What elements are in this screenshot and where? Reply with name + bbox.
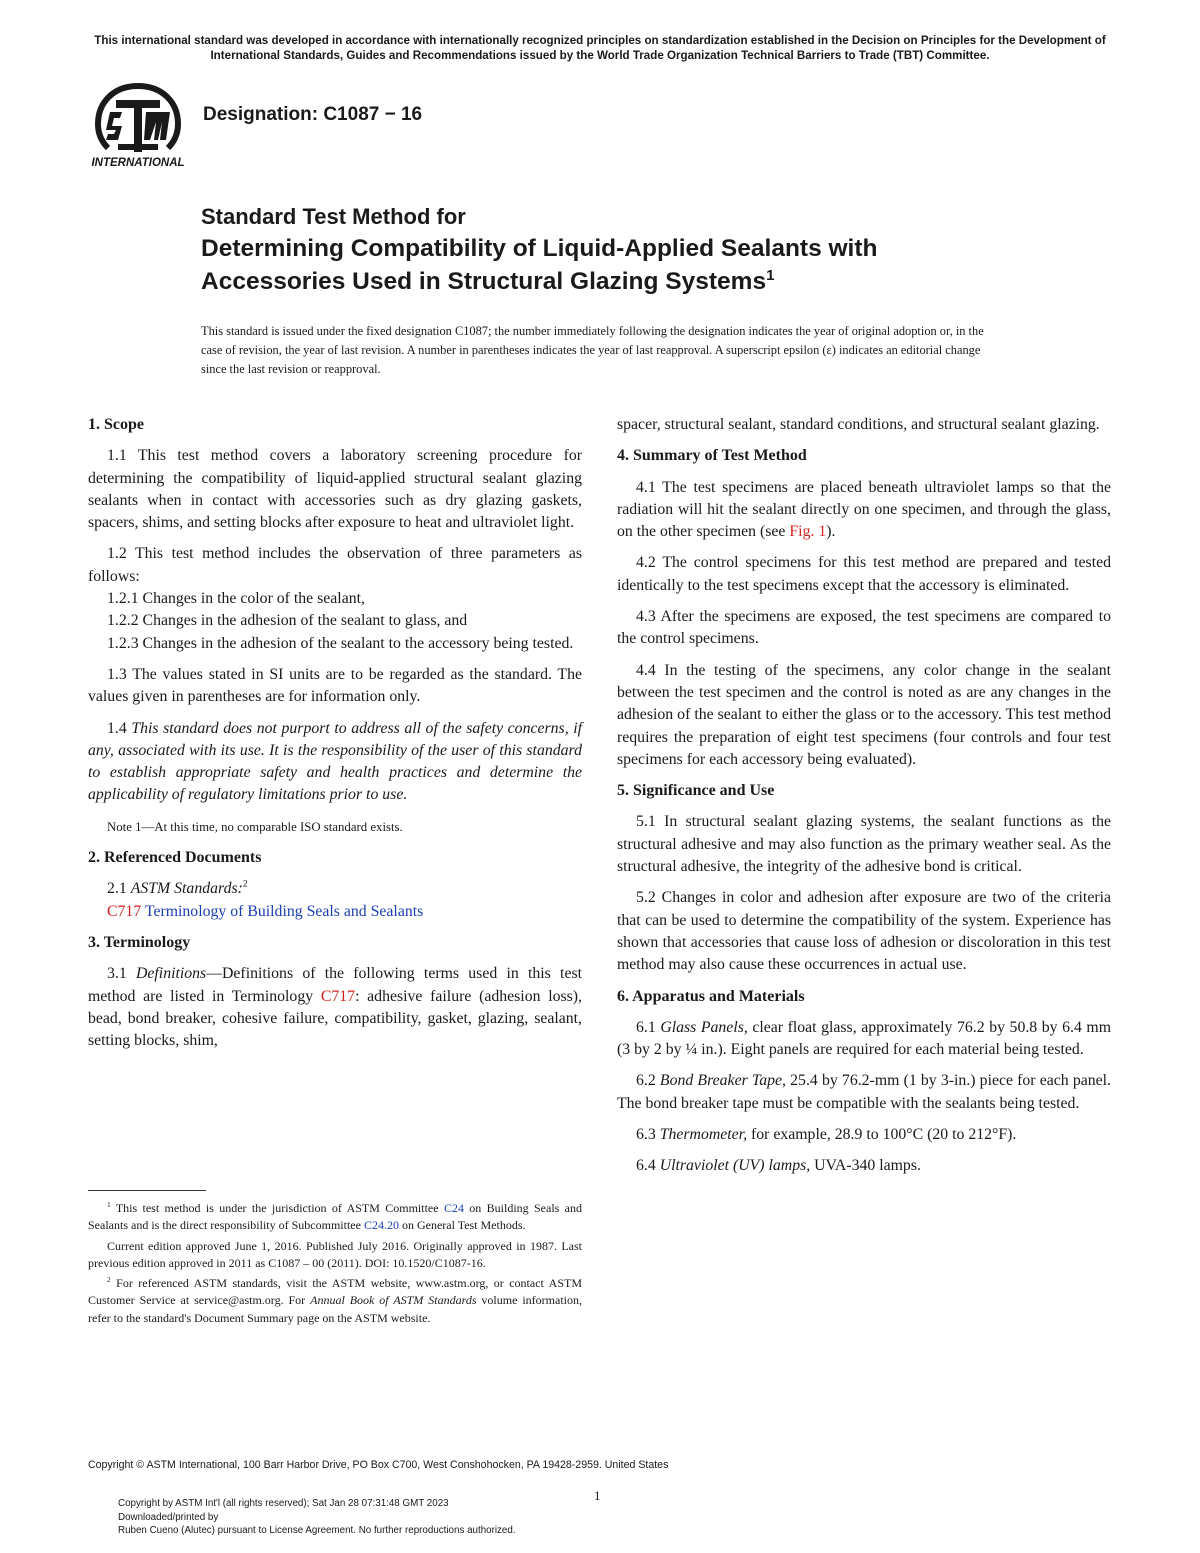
footnote-1-edition: Current edition approved June 1, 2016. Published July 2016. Originally approved in 1987. Last previous edition approved in 2011 as C1087 – 00 (2011). DOI: 10.1520/C1087-16. <box>88 1238 582 1270</box>
document-title <box>201 202 1101 298</box>
footnote-1: $^1$ This test method is under the jurisdiction of ASTM Committee C24 on Building Seals and Sealants and is the direct responsibility of Subcommittee C24.20 on General Test Methods. <box>88 1200 582 1233</box>
copyright-line: Copyright © ASTM International, 100 Barr Harbor Drive, PO Box C700, West Conshohocken, PA 19428-2959. United States <box>88 1459 669 1471</box>
designation: Designation: C1087 − 16 <box>203 104 423 125</box>
paragraph-1-2-1: 1.2.1 Changes in the color of the sealant, <box>107 590 365 608</box>
paragraph-1-1: 1.1 This test method covers a laboratory screening procedure for determining the compatibility of liquid-applied structural sealant glazing sealants when in contact with accessories such as dry glazing gaskets, spacers, shims, and setting blocks after exposure to heat and ultraviolet light. <box>88 447 582 532</box>
paragraph-5-1: 5.1 In structural sealant glazing systems, the sealant functions as the structural adhesive and may also function as the primary weather seal. As the structural adhesive, the integrity of the adhesive bond is critical. <box>617 813 1111 876</box>
reference-code-link[interactable]: C717 <box>107 902 142 920</box>
section-heading-terminology: 3. Terminology <box>88 933 191 951</box>
title-line-3: Accessories Used in Structural Glazing Systems$^1$ <box>201 266 775 295</box>
committee-c24-link[interactable]: C24 <box>443 1201 464 1215</box>
section-heading-scope: 1. Scope <box>88 416 144 433</box>
paragraph-6-1: 6.1 Glass Panels, clear float glass, approximately 76.2 by 50.8 by 6.4 mm (3 by 2 by ¼ in.). Eight panels are required for each material being tested. <box>617 1018 1111 1059</box>
reference-title-link[interactable]: Terminology of Building Seals and Sealants <box>141 902 424 920</box>
figure-1-link[interactable]: Fig. 1 <box>789 523 827 541</box>
paragraph-4-4: 4.4 In the testing of the specimens, any color change in the sealant between the test specimen and the control is noted as are any changes in the adhesion of the sealant to either the glass or to the accessory. This test method requires the preparation of eight test specimens (four controls and four test specimens for each accessory being evaluated). <box>617 661 1111 768</box>
right-column <box>617 414 1111 1187</box>
section-heading-significance: 5. Significance and Use <box>617 782 775 800</box>
issue-note: This standard is issued under the fixed designation C1087; the number immediately following the designation indicates the year of original adoption or, in the case of revision, the year of last revision. A number in parentheses indicates the year of last reapproval. A superscript epsilon (ε) indicates an editorial change since the last revision or reapproval. <box>201 324 984 376</box>
title-footnote-mark: 1 <box>766 266 775 284</box>
page-number: 1 <box>594 1488 601 1503</box>
paragraph-4-3: 4.3 After the specimens are exposed, the test specimens are compared to the control specimens. <box>617 608 1111 648</box>
paragraph-5-2: 5.2 Changes in color and adhesion after exposure are two of the criteria that can be used to determine the compatibility of the system. Experience has shown that accessories that cause loss of adhesion or discoloration in this test method may also cause these occurrences in actual use. <box>617 889 1111 974</box>
paragraph-1-2-2: 1.2.2 Changes in the adhesion of the sealant to glass, and <box>107 612 468 630</box>
paragraph-1-2: 1.2 This test method includes the observation of three parameters as follows: <box>88 545 582 585</box>
footnote-divider <box>88 1190 206 1191</box>
paragraph-6-3: 6.3 Thermometer, for example, 28.9 to 100°C (20 to 212°F). <box>636 1126 1017 1144</box>
paragraph-6-4: 6.4 Ultraviolet (UV) lamps, UVA-340 lamps. <box>636 1157 921 1175</box>
left-column <box>88 414 582 1061</box>
section-heading-apparatus: 6. Apparatus and Materials <box>617 987 805 1005</box>
footnotes <box>88 1200 582 1330</box>
title-line-1: Standard Test Method for <box>201 204 466 229</box>
section-heading-summary: 4. Summary of Test Method <box>617 447 807 465</box>
section-heading-referenced-documents: 2. Referenced Documents <box>88 849 262 867</box>
licence-line-2: Downloaded/printed by <box>118 1511 219 1523</box>
paragraph-1-4: 1.4 This standard does not purport to address all of the safety concerns, if any, associated with its use. It is the responsibility of the user of this standard to establish appropriate safety and health practices and determine the applicability of regulatory limitations prior to use. <box>88 719 582 804</box>
licence-line-3: Ruben Cueno (Alutec) pursuant to License Agreement. No further reproductions authorized. <box>118 1525 516 1537</box>
paragraph-2-1: 2.1 ASTM Standards:$^2$ <box>107 879 248 898</box>
note-1: Note 1—At this time, no comparable ISO standard exists. <box>107 819 403 834</box>
paragraph-3-1: 3.1 Definitions—Definitions of the following terms used in this test method are listed in Terminology C717: adhesive failure (adhesion loss), bead, bond breaker, cohesive failure, compatibility, gasket, glazing, sealant, setting blocks, shim, <box>88 965 582 1050</box>
licence-notice <box>118 1497 516 1538</box>
astm-logo <box>86 82 190 172</box>
paragraph-4-1: 4.1 The test specimens are placed beneath ultraviolet lamps so that the radiation will hit the sealant directly on one specimen, and through the glass, on the other specimen (see Fig. 1). <box>617 478 1111 541</box>
terminology-c717-link[interactable]: C717 <box>320 987 356 1005</box>
title-line-2: Determining Compatibility of Liquid-Applied Sealants with <box>201 235 878 262</box>
svg-text:INTERNATIONAL: INTERNATIONAL <box>91 157 185 169</box>
paragraph-1-3: 1.3 The values stated in SI units are to be regarded as the standard. The values given in parentheses are for information only. <box>88 665 582 706</box>
paragraph-3-1-continued: spacer, structural sealant, standard conditions, and structural sealant glazing. <box>617 416 1100 433</box>
licence-line-1: Copyright by ASTM Int'l (all rights reserved); Sat Jan 28 07:31:48 GMT 2023 <box>118 1498 449 1509</box>
paragraph-4-2: 4.2 The control specimens for this test method are prepared and tested identically to the test specimens except that the accessory is eliminated. <box>617 554 1111 594</box>
subcommittee-c24-20-link[interactable]: C24.20 <box>363 1218 399 1233</box>
standards-notice: This international standard was developed in accordance with internationally recognized principles on standardization established in the Decision on Principles for the Development of International Standards, Guides and Recommendations issued by the World Trade Organization Technical Barriers to Trade (TBT) Committee. <box>94 34 1106 62</box>
paragraph-6-2: 6.2 Bond Breaker Tape, 25.4 by 76.2-mm (1 by 3-in.) piece for each panel. The bond breaker tape must be compatible with the sealants being tested. <box>617 1072 1111 1112</box>
paragraph-1-2-3: 1.2.3 Changes in the adhesion of the sealant to the accessory being tested. <box>107 634 574 652</box>
reference-c717[interactable] <box>88 901 582 923</box>
footnote-2: $^2$ For referenced ASTM standards, visit the ASTM website, www.astm.org, or contact ASTM Customer Service at service@astm.org. For Annual Book of ASTM Standards volume information, refer to the standard's Document Summary page on the ASTM website. <box>88 1275 583 1325</box>
